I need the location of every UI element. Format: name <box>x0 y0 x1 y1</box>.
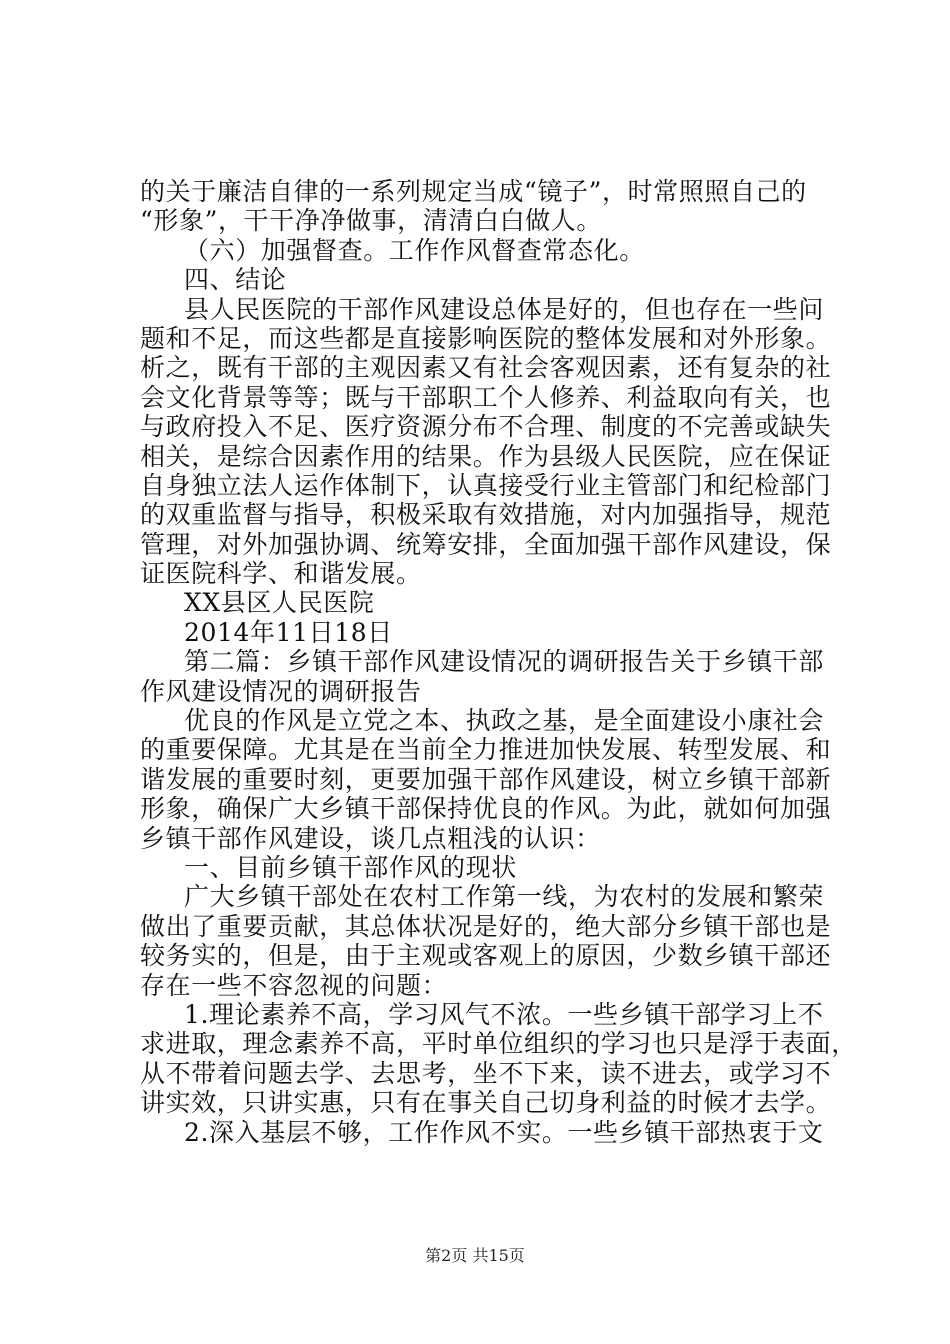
text-line: 乡镇干部作风建设，谈几点粗浅的认识： <box>140 823 601 853</box>
chapter-title: 第二篇：乡镇干部作风建设情况的调研报告关于乡镇干部 <box>184 647 825 677</box>
text-line: 相关，是综合因素作用的结果。作为县级人民医院，应在保证 <box>140 441 832 471</box>
document-body <box>140 177 857 1147</box>
paragraph-start: 县人民医院的干部作风建设总体是好的，但也存在一些问 <box>184 294 825 324</box>
text-line: 自身独立法人运作体制下，认真接受行业主管部门和纪检部门 <box>140 470 832 500</box>
list-item: 1.理论素养不高，学习风气不浓。一些乡镇干部学习上不 <box>184 999 824 1029</box>
text-line: 讲实效，只讲实惠，只有在事关自己切身利益的时候才去学。 <box>140 1088 832 1118</box>
chapter-title-continued: 作风建设情况的调研报告 <box>140 676 422 706</box>
section-heading: 四、结论 <box>184 265 287 295</box>
list-item: 2.深入基层不够，工作作风不实。一些乡镇干部热衷于文 <box>184 1117 824 1147</box>
text-line: 求进取，理念素养不高，平时单位组织的学习也只是浮于表面， <box>140 1029 857 1059</box>
text-line: 的重要保障。尤其是在当前全力推进加快发展、转型发展、和 <box>140 735 832 765</box>
text-line: 谐发展的重要时刻，更要加强干部作风建设，树立乡镇干部新 <box>140 764 832 794</box>
paragraph-start: 优良的作风是立党之本、执政之基，是全面建设小康社会 <box>184 706 825 736</box>
text-line: 与政府投入不足、医疗资源分布不合理、制度的不完善或缺失 <box>140 412 832 442</box>
text-line: “形象”，干干净净做事，清清白白做人。 <box>140 206 602 236</box>
section-heading: 一、目前乡镇干部作风的现状 <box>184 852 517 882</box>
text-line: 管理，对外加强协调、统筹安排，全面加强干部作风建设，保 <box>140 529 832 559</box>
page-number: 第2页 共15页 <box>425 1246 525 1265</box>
section-heading: （六）加强督查。工作作风督查常态化。 <box>184 235 645 265</box>
text-line: 题和不足，而这些都是直接影响医院的整体发展和对外形象。 <box>140 323 832 353</box>
text-line: 从不带着问题去学、去思考，坐不下来，读不进去，或学习不 <box>140 1058 832 1088</box>
signature-organization: XX县区人民医院 <box>184 588 375 618</box>
signature-date: 2014年11日18日 <box>184 617 393 647</box>
text-line: 存在一些不容忽视的问题： <box>140 970 448 1000</box>
text-line: 证医院科学、和谐发展。 <box>140 559 422 589</box>
text-line: 形象，确保广大乡镇干部保持优良的作风。为此，就如何加强 <box>140 794 832 824</box>
text-line: 做出了重要贡献，其总体状况是好的，绝大部分乡镇干部也是 <box>140 911 832 941</box>
text-line: 的关于廉洁自律的一系列规定当成“镜子”，时常照照自己的 <box>140 177 807 206</box>
text-line: 的双重监督与指导，积极采取有效措施，对内加强指导，规范 <box>140 500 832 530</box>
text-line: 析之，既有干部的主观因素又有社会客观因素，还有复杂的社 <box>140 353 832 383</box>
paragraph-start: 广大乡镇干部处在农村工作第一线，为农村的发展和繁荣 <box>184 882 825 912</box>
text-line: 较务实的，但是，由于主观或客观上的原因，少数乡镇干部还 <box>140 941 832 971</box>
text-line: 会文化背景等等；既与干部职工个人修养、利益取向有关，也 <box>140 382 832 412</box>
